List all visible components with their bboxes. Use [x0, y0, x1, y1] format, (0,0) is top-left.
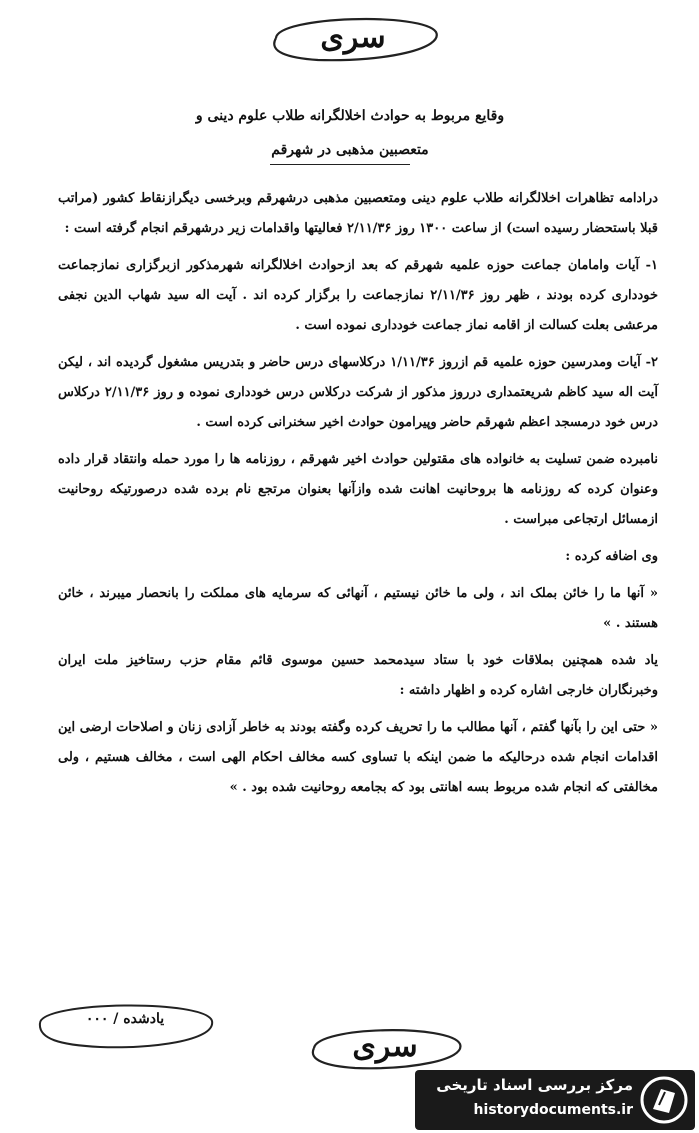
document-heading-line-2: متعصبین مذهبی در شهرقم — [271, 142, 429, 158]
stamp-text-top: سری — [320, 19, 386, 55]
paragraph-quote-2: « حتی این را بآنها گفتم ، آنها مطالب ما را تحریف کرده وگفته بودند به خاطر آزادی زنان و اصلاحات ارضی این اقدامات انجام شده درحالیکه ما ضمن اینکه با تساوی کسه مخالف احکام الهی است ، مخالف هستیم ، ولی مخالفتی که انجام شده مربوط بسه اهانتی بود که بجامعه روحانیت شده بود . » — [58, 720, 658, 795]
archive-logo-icon — [639, 1075, 689, 1125]
classification-stamp-bottom — [300, 1018, 470, 1074]
watermark-url: historydocuments.ir — [473, 1102, 633, 1118]
classification-stamp-top — [258, 8, 448, 66]
watermark-name: مرکز بررسی اسناد تاریخی — [436, 1076, 633, 1094]
stamp-text-bottom: سری — [352, 1028, 418, 1064]
paragraph-speech-summary: نامبرده ضمن تسلیت به خانواده های مقتولین حوادث اخیر شهرقم ، روزنامه ها را مورد حمله وانتقاد قرار داده وعنوان کرده که روزنامه ها بروحانیت اهانت شده وازآنها بعنوان مرتجع نام برده شده درصورتیکه روحانیت ازمسائل ارتجاعی مبراست . — [58, 452, 658, 527]
publisher-watermark — [415, 1070, 695, 1130]
heading-underline — [270, 164, 410, 165]
paragraph-item-2: ۲- آیات ومدرسین حوزه علمیه قم ازروز ۱/۱۱/۳۶ درکلاسهای درس حاضر و بتدریس مشغول گردیده اند ، لیکن آیت اله سید کاظم شریعتمداری درروز مذکور از شرکت درکلاس درس خودداری نموده و روز ۲/۱۱/۳۶ درکلاس درس خود درمسجد اعظم شهرقم حاضر وپیرامون حوادث اخیر سخنرانی کرده است . — [58, 355, 659, 430]
reference-text: یادشده / ۰۰۰ — [85, 1011, 165, 1027]
paragraph-quote-1: « آنها ما را خائن بملک اند ، ولی ما خائن نیستیم ، آنهائی که سرمایه های مملکت را بانحصار میبرند ، خائن هستند . » — [58, 586, 658, 631]
reference-oval — [30, 995, 220, 1051]
paragraph-intro: درادامه تظاهرات اخلالگرانه طلاب علوم دینی ومتعصبین مذهبی درشهرقم وبرخسی دیگرازنقاط کشور (مراتب قبلا باستحضار رسیده است) از ساعت ۱۳۰۰ روز ۲/۱۱/۳۶ فعالیتها واقدامات زیر درشهرقم انجام گرفته است : — [58, 191, 658, 236]
document-body — [58, 184, 658, 810]
paragraph-meeting: یاد شده همچنین بملاقات خود با ستاد سیدمحمد حسین موسوی قائم مقام حزب رستاخیز ملت ایران وخبرنگاران خارجی اشاره کرده و اظهار داشته : — [58, 653, 658, 698]
document-heading-line-1: وقایع مربوط به حوادث اخلالگرانه طلاب علوم دینی و — [195, 108, 505, 124]
paragraph-added: وی اضافه کرده : — [565, 549, 658, 564]
paragraph-item-1: ۱- آیات وامامان جماعت حوزه علمیه شهرقم که بعد ازحوادث اخلالگرانه شهرمذکور ازبرگزاری نمازجماعت خودداری کرده بودند ، ظهر روز ۲/۱۱/۳۶ نمازجماعت را برگزار کرده اند . آیت اله سید شهاب الدین نجفی مرعشی بعلت کسالت از اقامه نماز جماعت خودداری نموده است . — [58, 258, 658, 333]
